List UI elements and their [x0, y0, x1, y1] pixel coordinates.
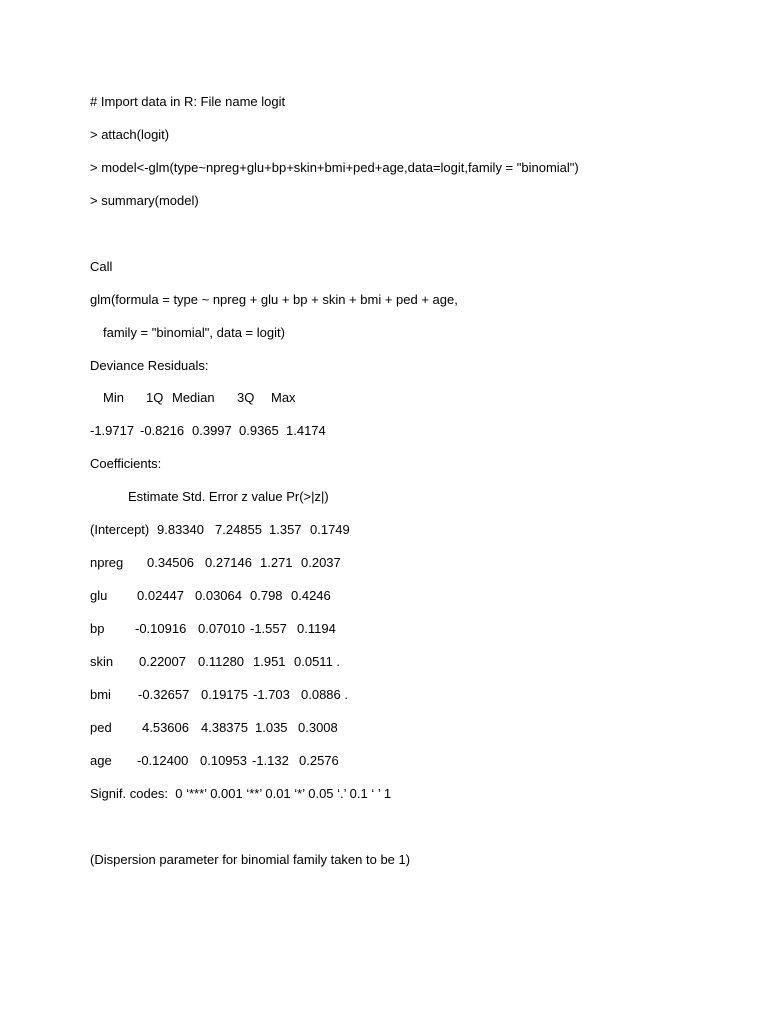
coef-term: (Intercept): [90, 522, 150, 537]
formula-line-1: glm(formula = type ~ npreg + glu + bp + skin + bmi + ped + age,: [90, 292, 458, 307]
deviance-header-row: [90, 390, 390, 406]
coef-estimate: -0.32657: [138, 687, 190, 702]
dispersion-note: (Dispersion parameter for binomial family taken to be 1): [90, 852, 411, 867]
coef-z-value: 1.951: [253, 654, 286, 669]
coef-z-value: 1.357: [269, 522, 302, 537]
coefficients-label: Coefficients:: [90, 456, 162, 471]
coef-estimate: -0.12400: [137, 753, 189, 768]
coef-term: bmi: [90, 687, 111, 702]
coef-term: age: [90, 753, 112, 768]
coef-z-value: 1.271: [260, 555, 293, 570]
coef-std-error: 0.19175: [201, 687, 248, 702]
deviance-header-1q: 1Q: [146, 390, 164, 405]
deviance-value-min: -1.9717: [90, 423, 135, 438]
coef-p-value: 0.2037: [301, 555, 341, 570]
coef-estimate: -0.10916: [135, 621, 187, 636]
coef-std-error: 0.11280: [198, 654, 245, 669]
coef-p-value: 0.2576: [299, 753, 339, 768]
coef-row-npreg: [90, 555, 490, 571]
coef-p-value: 0.4246: [291, 588, 331, 603]
coef-p-value: 0.1749: [310, 522, 350, 537]
import-comment: # Import data in R: File name logit: [90, 94, 286, 109]
coef-p-value: 0.0511 .: [294, 654, 341, 669]
coef-term: ped: [90, 720, 112, 735]
coef-row-bmi: [90, 687, 490, 703]
coef-std-error: 0.10953: [200, 753, 247, 768]
coef-std-error: 7.24855: [215, 522, 262, 537]
coef-p-value: 0.3008: [298, 720, 338, 735]
coef-z-value: -1.703: [253, 687, 290, 702]
coef-term: bp: [90, 621, 105, 636]
coef-z-value: 0.798: [250, 588, 283, 603]
coef-row-intercept: [90, 522, 490, 538]
coef-estimate: 0.02447: [137, 588, 184, 603]
coef-estimate: 0.22007: [139, 654, 186, 669]
coef-row-ped: [90, 720, 490, 736]
coef-term: npreg: [90, 555, 124, 570]
coef-std-error: 0.07010: [198, 621, 245, 636]
coef-std-error: 0.27146: [205, 555, 252, 570]
coef-z-value: -1.132: [252, 753, 289, 768]
signif-codes: Signif. codes: 0 ‘***’ 0.001 ‘**’ 0.01 ‘*’ 0.05 ‘.’ 0.1 ‘ ’ 1: [90, 786, 392, 801]
formula-line-2: family = "binomial", data = logit): [103, 325, 285, 340]
coef-row-bp: [90, 621, 490, 637]
coef-row-age: [90, 753, 490, 769]
coef-estimate: 9.83340: [157, 522, 204, 537]
coef-term: skin: [90, 654, 114, 669]
summary-command: > summary(model): [90, 193, 199, 208]
coef-std-error: 0.03064: [195, 588, 242, 603]
deviance-value-1q: -0.8216: [140, 423, 185, 438]
coef-p-value: 0.1194: [297, 621, 336, 636]
coef-row-skin: [90, 654, 490, 670]
deviance-value-median: 0.3997: [192, 423, 232, 438]
coefficients-header: Estimate Std. Error z value Pr(>|z|): [128, 489, 329, 504]
coef-z-value: 1.035: [255, 720, 288, 735]
deviance-header-3q: 3Q: [237, 390, 255, 405]
deviance-value-3q: 0.9365: [239, 423, 279, 438]
deviance-header-min: Min: [103, 390, 124, 405]
call-label: Call: [90, 259, 113, 274]
model-command: > model<-glm(type~npreg+glu+bp+skin+bmi+ped+age,data=logit,family = "binomial"): [90, 160, 579, 175]
deviance-header-median: Median: [172, 390, 215, 405]
coef-row-glu: [90, 588, 490, 604]
deviance-values-row: [90, 423, 390, 439]
deviance-label: Deviance Residuals:: [90, 358, 209, 373]
attach-command: > attach(logit): [90, 127, 170, 142]
deviance-value-max: 1.4174: [286, 423, 326, 438]
coef-estimate: 4.53606: [142, 720, 189, 735]
deviance-header-max: Max: [271, 390, 296, 405]
coef-term: glu: [90, 588, 108, 603]
coef-std-error: 4.38375: [201, 720, 248, 735]
coef-p-value: 0.0886 .: [301, 687, 348, 702]
coef-z-value: -1.557: [250, 621, 287, 636]
coef-estimate: 0.34506: [147, 555, 194, 570]
